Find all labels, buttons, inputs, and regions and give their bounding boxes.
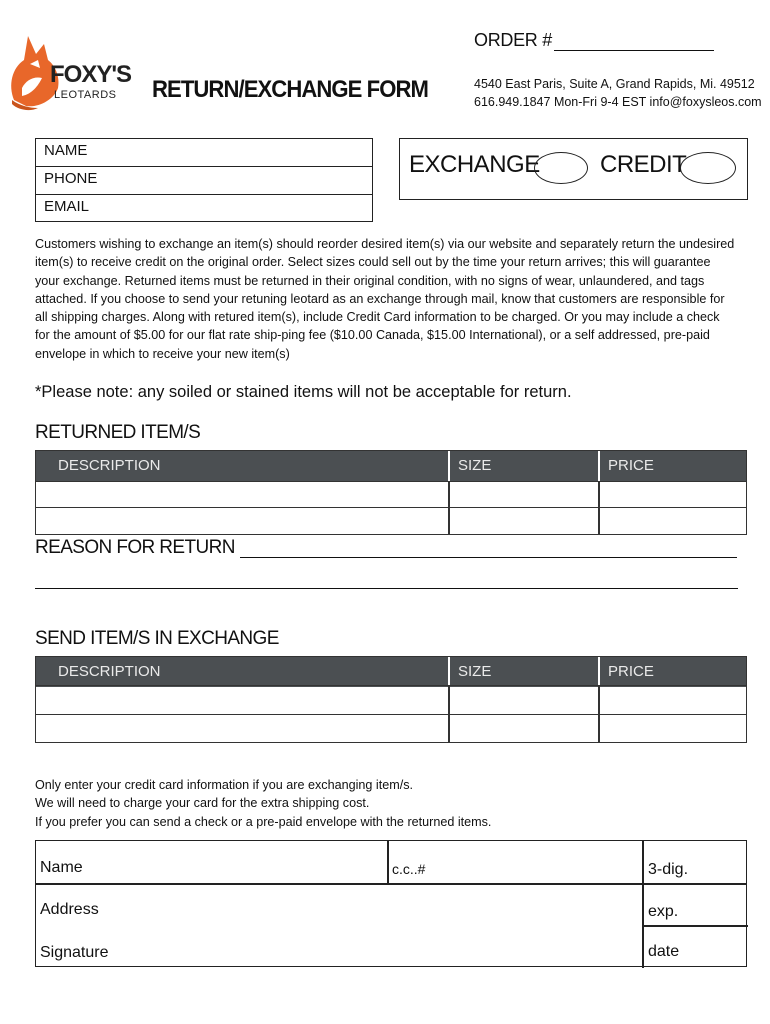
email-field[interactable] <box>36 195 372 223</box>
table-row[interactable] <box>36 481 746 509</box>
cc-name-label: Name <box>40 859 83 876</box>
logo-brand: FOXY'S <box>50 61 132 88</box>
credit-card-box <box>35 840 747 967</box>
returned-items-table <box>35 450 747 535</box>
name-field[interactable] <box>36 139 372 167</box>
table-row[interactable] <box>36 507 746 535</box>
table-row[interactable] <box>36 714 746 742</box>
cc-note: Only enter your credit card information if you are exchanging item/s. <box>35 778 413 792</box>
reason-label: REASON FOR RETURN <box>35 537 235 558</box>
reason-input-line[interactable] <box>35 588 738 589</box>
contact-box <box>35 138 373 222</box>
send-items-heading: SEND ITEM/S IN EXCHANGE <box>35 628 279 649</box>
column-description: DESCRIPTION <box>58 663 161 680</box>
email-label: EMAIL <box>44 198 90 215</box>
table-header <box>36 451 746 481</box>
cc-date-label: date <box>648 943 680 960</box>
policy-paragraph: Customers wishing to exchange an item(s) should reorder desired item(s) via our website and separately return the undesired item(s) to receive credit on the original order. Select sizes could sell out by the time your return arrives; this will guarantee your exchange. Returned items must be returned in their original condition, with no signs of wear, unlaundered, and tags attached. If you choose to send your retuning leotard as an exchange through mail, know that customers are responsible for all shipping charges. Along with retured item(s), include Credit Card information to be charged. Or you may include a check for the amount of $5.00 for our flat rate ship-ping fee ($10.00 Canada, $15.00 International), or a self addressed, pre-paid envelope in which to receive your new item(s) <box>35 237 735 361</box>
column-size: SIZE <box>458 457 492 474</box>
cc-cvv-label: 3-dig. <box>648 861 689 878</box>
credit-option[interactable] <box>680 152 736 184</box>
credit-label: CREDIT <box>600 151 687 178</box>
policy-note: *Please note: any soiled or stained items will not be acceptable for return. <box>35 383 572 401</box>
returned-items-heading: RETURNED ITEM/S <box>35 422 201 443</box>
name-label: NAME <box>44 142 88 159</box>
cc-name-input[interactable] <box>96 843 384 881</box>
cc-address-label: Address <box>40 901 99 918</box>
send-items-table <box>35 656 747 743</box>
table-header <box>36 657 746 687</box>
column-size: SIZE <box>458 663 492 680</box>
table-row[interactable] <box>36 685 746 713</box>
address-line: 4540 East Paris, Suite A, Grand Rapids, Mi. 49512 <box>474 77 755 91</box>
contact-line: 616.949.1847 Mon-Fri 9-4 EST info@foxysleos.com <box>474 95 762 109</box>
order-label: ORDER # <box>474 30 552 50</box>
logo-sub: LEOTARDS <box>54 89 117 101</box>
form-title: RETURN/EXCHANGE FORM <box>152 76 429 103</box>
order-number-line[interactable] <box>554 35 714 51</box>
column-description: DESCRIPTION <box>58 457 161 474</box>
cc-exp-label: exp. <box>648 903 679 920</box>
cc-signature-input[interactable] <box>126 929 636 965</box>
cc-number-input[interactable] <box>440 843 640 881</box>
cc-signature-label: Signature <box>40 944 109 961</box>
phone-field[interactable] <box>36 167 372 195</box>
phone-label: PHONE <box>44 170 98 187</box>
exchange-label: EXCHANGE <box>409 151 540 178</box>
cc-address-input[interactable] <box>116 886 636 924</box>
cc-note: If you prefer you can send a check or a pre-paid envelope with the returned items. <box>35 815 492 829</box>
column-price: PRICE <box>608 663 654 680</box>
foxys-logo <box>8 30 148 112</box>
reason-input-line[interactable] <box>240 557 737 558</box>
cc-note: We will need to charge your card for the extra shipping cost. <box>35 796 370 810</box>
order-number-field[interactable] <box>474 30 714 51</box>
column-price: PRICE <box>608 457 654 474</box>
exchange-option[interactable] <box>534 152 588 184</box>
exchange-credit-box <box>399 138 748 200</box>
cc-number-label: c.c..# <box>392 861 426 877</box>
